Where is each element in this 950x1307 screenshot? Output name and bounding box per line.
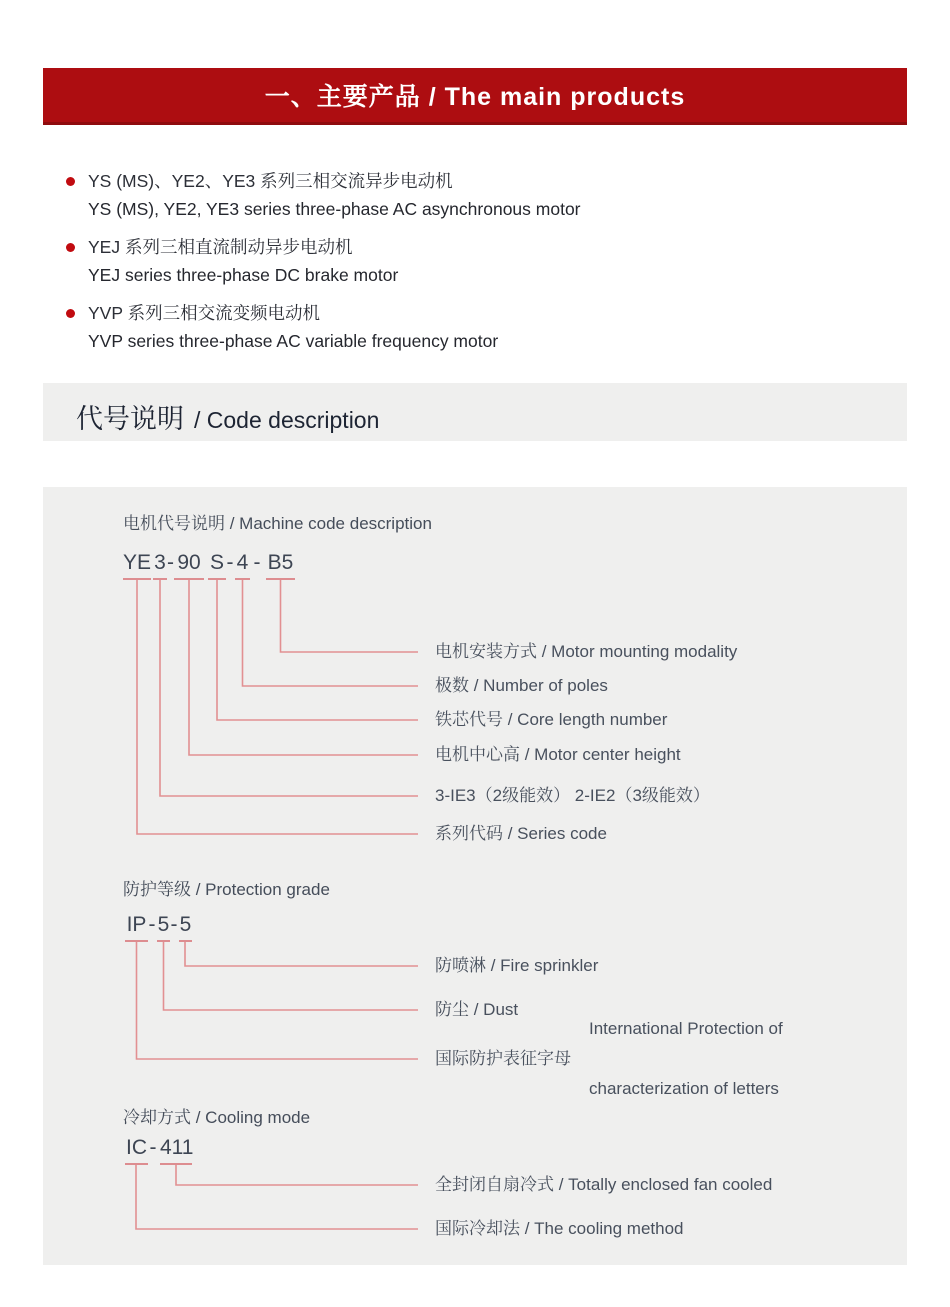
code-label: 全封闭自扇冷式 / Totally enclosed fan cooled [435,1175,773,1194]
code-label-en-line: International Protection of [589,1019,783,1038]
connector-line [176,1165,418,1185]
connector-line [243,580,419,686]
connector-line [281,580,419,652]
connector-line [217,580,418,720]
code-label: 国际防护表征字母 [435,1049,571,1068]
banner-title: 一、主要产品 / The main products [264,83,686,111]
code-token: - [170,913,178,936]
code-label: 电机安装方式 / Motor mounting modality [435,642,738,661]
code-label: 防喷淋 / Fire sprinkler [435,956,599,975]
code-token: IC [125,1135,148,1165]
code-label: 电机中心高 / Motor center height [435,745,681,764]
cooling-mode-section-title: 冷却方式 / Cooling mode [123,1108,311,1127]
product-name-zh: YEJ 系列三相直流制动异步电动机 [88,237,353,257]
bullet-icon [66,309,75,318]
machine-code [43,550,907,576]
list-item [66,299,826,355]
connector-line [189,580,418,755]
code-token: 5 [179,912,192,942]
code-label: 系列代码 / Series code [435,824,607,843]
code-description-band [43,383,907,441]
code-token: B5 [266,550,295,580]
code-label: 国际冷却法 / The cooling method [435,1219,684,1238]
product-list [66,167,826,365]
code-panel [43,487,907,1265]
protection-code [43,912,907,938]
code-token: YE [123,550,151,580]
code-label-en [589,979,783,1139]
connector-line [160,580,418,796]
main-products-banner [43,68,907,125]
code-label: 3-IE3（2级能效） 2-IE2（3级能效） [435,786,710,805]
code-token: S [208,550,226,580]
code-label: 铁芯代号 / Core length number [435,710,668,729]
code-token: - [226,551,234,574]
bullet-icon [66,177,75,186]
band-title [76,397,379,436]
connector-line [137,942,419,1059]
code-label-en-line: characterization of letters [589,1079,779,1098]
code-token: 3 [153,550,167,580]
code-token: IP [125,912,148,942]
code-label: 防尘 / Dust [435,1000,519,1019]
band-title-zh: 代号说明 [76,404,184,434]
code-token: 90 [174,550,204,580]
code-token: 4 [235,550,250,580]
code-token: - [149,1136,157,1159]
product-name-en: YS (MS), YE2, YE3 series three-phase AC asynchronous motor [88,199,581,219]
machine-code-section-title: 电机代号说明 / Machine code description [123,514,432,533]
band-title-en: / Code description [194,407,380,433]
connector-line [185,942,418,966]
list-item [66,233,826,289]
connector-line [164,942,419,1010]
bullet-icon [66,243,75,252]
product-name-zh: YVP 系列三相交流变频电动机 [88,303,321,323]
protection-grade-section-title: 防护等级 / Protection grade [123,880,330,899]
list-item [66,167,826,223]
code-token: - [167,551,174,574]
code-label: 极数 / Number of poles [435,676,608,695]
product-name-en: YEJ series three-phase DC brake motor [88,265,399,285]
cooling-code [43,1135,907,1161]
product-name-zh: YS (MS)、YE2、YE3 系列三相交流异步电动机 [88,171,453,191]
connector-line [136,1165,418,1229]
code-token: 411 [160,1135,192,1165]
code-token: - [253,551,261,574]
code-token: - [148,913,156,936]
product-name-en: YVP series three-phase AC variable frequency motor [88,331,499,351]
code-token: 5 [157,912,170,942]
